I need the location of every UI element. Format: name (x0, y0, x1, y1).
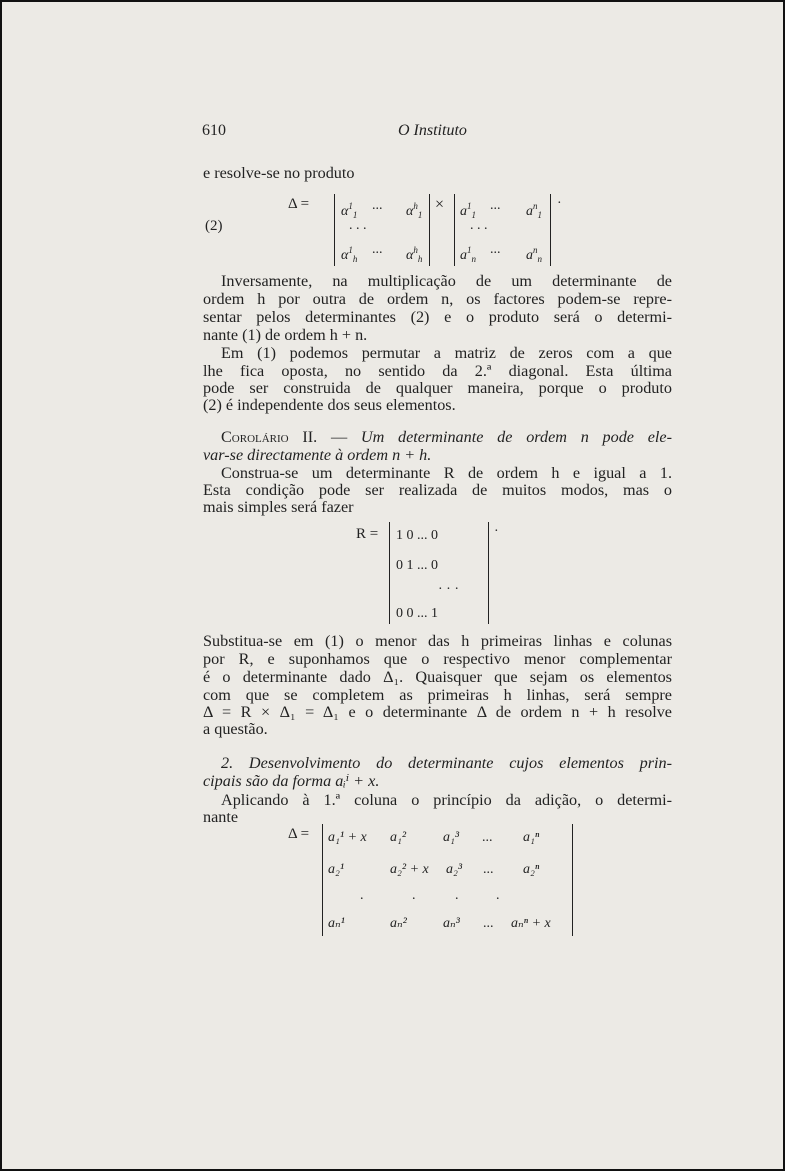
eq3-r3-c2: . (412, 888, 416, 903)
eq2-r1-l-a: $\alpha^1_1$ (341, 201, 358, 220)
eq3-r1-c3: a₁³ (443, 830, 460, 845)
matrix-r-row2: 0 1 ... 0 (396, 558, 438, 573)
eq3-r2-c4: ... (483, 862, 494, 877)
eq2-l-dots-row: . . . (349, 218, 367, 233)
eq2-r1-r-dots: ... (490, 198, 501, 213)
corollary-line1 (203, 428, 672, 446)
eq3-r2-c1: a₂¹ (328, 862, 345, 877)
eq2-right-bar1 (454, 194, 455, 266)
eq2-r3-l-dots: ... (372, 242, 383, 257)
eq3-r1-c1: a₁¹ + x (328, 830, 367, 845)
eq2-times: × (435, 196, 445, 213)
matrix-r-row4: 0 0 ... 1 (396, 606, 438, 621)
eq3-r1-c5: a₁ⁿ (523, 830, 540, 845)
eq2-r1-r-b: $a^n_1$ (526, 201, 542, 220)
eq3-lhs: Δ = (288, 826, 310, 842)
para3-line3: mais simples será fazer (203, 498, 354, 516)
corollary-line2: var-se directamente à ordem n + h. (203, 446, 432, 464)
eq2-left-bar2 (429, 194, 430, 266)
para1-line2: ordem h por outra de ordem n, os factores podem-se repre- (203, 290, 672, 308)
matrix-r-bar-right (488, 522, 489, 624)
eq3-r4-c3: aₙ³ (443, 916, 460, 931)
eq2-r3-r-a: $a^1_n$ (460, 245, 476, 264)
eq3-r2-c2: a₂² + x (390, 862, 429, 877)
para4-line4: com que se completem as primeiras h linhas, será sempre (203, 686, 672, 704)
eq2-r1-r-a: $a^1_1$ (460, 201, 476, 220)
para4-line2: por R, e suponhamos que o respectivo menor complementar (203, 650, 672, 668)
eq3-r2-c5: a₂ⁿ (523, 862, 540, 877)
matrix-r-row1: 1 0 ... 0 (396, 528, 438, 543)
journal-title: O Instituto (398, 122, 467, 139)
para1-line3: sentar pelos determinantes (2) e o produto será o determi- (203, 308, 672, 326)
eq3-r3-c1: . (360, 888, 364, 903)
eq2-intro: e resolve-se no produto (203, 164, 355, 182)
para4-line3: é o determinante dado Δ₁. Quaisquer que sejam os elementos (203, 668, 672, 686)
eq3-bar-left (322, 824, 323, 936)
matrix-r-row3: · · · (438, 582, 459, 597)
para3-line1: Construa-se um determinante R de ordem h e igual a 1. (221, 464, 672, 482)
para2-line2: lhe fica oposta, no sentido da 2.ª diagonal. Esta última (203, 362, 672, 380)
page-header (202, 122, 672, 146)
eq2-r3-l-b: $\alpha^h_h$ (406, 245, 423, 264)
eq3-r4-c5: aₙⁿ + x (511, 916, 551, 931)
eq3-r1-c4: ... (482, 830, 493, 845)
eq2-r3-r-b: $a^n_n$ (526, 245, 542, 264)
matrix-r-lhs: R = (356, 526, 379, 542)
para4-line1: Substitua-se em (1) o menor das h primeiras linhas e colunas (203, 632, 672, 650)
para3-line2: Esta condição pode ser realizada de muitos modos, mas o (203, 481, 672, 499)
matrix-r-dot: · (494, 524, 499, 539)
eq2-delta: Δ = (288, 196, 310, 212)
eq3-bar-right (572, 824, 573, 936)
para2-line4: (2) é independente dos seus elementos. (203, 396, 456, 414)
eq2-r-dots-row: . . . (470, 218, 488, 233)
eq2-dot: · (557, 196, 562, 211)
eq2-right-bar2 (550, 194, 551, 266)
para1-line1: Inversamente, na multiplicação de um determinante de (221, 272, 672, 290)
eq3-r3-c4: . (496, 888, 500, 903)
para4-line6: a questão. (203, 720, 268, 738)
eq3-r4-c4: ... (483, 916, 494, 931)
page-number: 610 (202, 122, 226, 139)
eq3-r4-c2: aₙ² (390, 916, 407, 931)
para4-line5: Δ = R × Δ₁ = Δ₁ e o determinante Δ de ordem n + h resolve (203, 703, 672, 721)
eq3-r3-c3: . (455, 888, 459, 903)
eq2-r3-r-dots: ... (490, 242, 501, 257)
para5-line2: nante (203, 808, 239, 826)
eq3-r1-c2: a₁² (390, 830, 407, 845)
section2-line1: 2. Desenvolvimento do determinante cujos elementos prin- (221, 754, 672, 772)
eq2-left-bar1 (334, 194, 335, 266)
eq2-r1-l-dots: ... (372, 198, 383, 213)
eq3-r2-c3: a₂³ (446, 862, 463, 877)
matrix-r-bar-left (389, 522, 390, 624)
section2-line2: cipais são da forma aᵢⁱ + x. (203, 772, 380, 790)
para2-line3: pode ser construida de qualquer maneira, porque o produto (203, 379, 672, 397)
corollary-statement-1: Um determinante de ordem n pode ele- (360, 428, 672, 446)
eq2-r3-l-a: $\alpha^1_h$ (341, 245, 358, 264)
corollary-label: Corolário II. — (221, 428, 348, 446)
para1-line4: nante (1) de ordem h + n. (203, 326, 368, 344)
eq2-r1-l-b: $\alpha^h_1$ (406, 201, 423, 220)
eq3-r4-c1: aₙ¹ (328, 916, 345, 931)
para2-line1: Em (1) podemos permutar a matriz de zeros com a que (221, 344, 672, 362)
para5-line1: Aplicando à 1.ª coluna o princípio da adição, o determi- (221, 791, 672, 809)
eq2-label: (2) (205, 218, 223, 234)
